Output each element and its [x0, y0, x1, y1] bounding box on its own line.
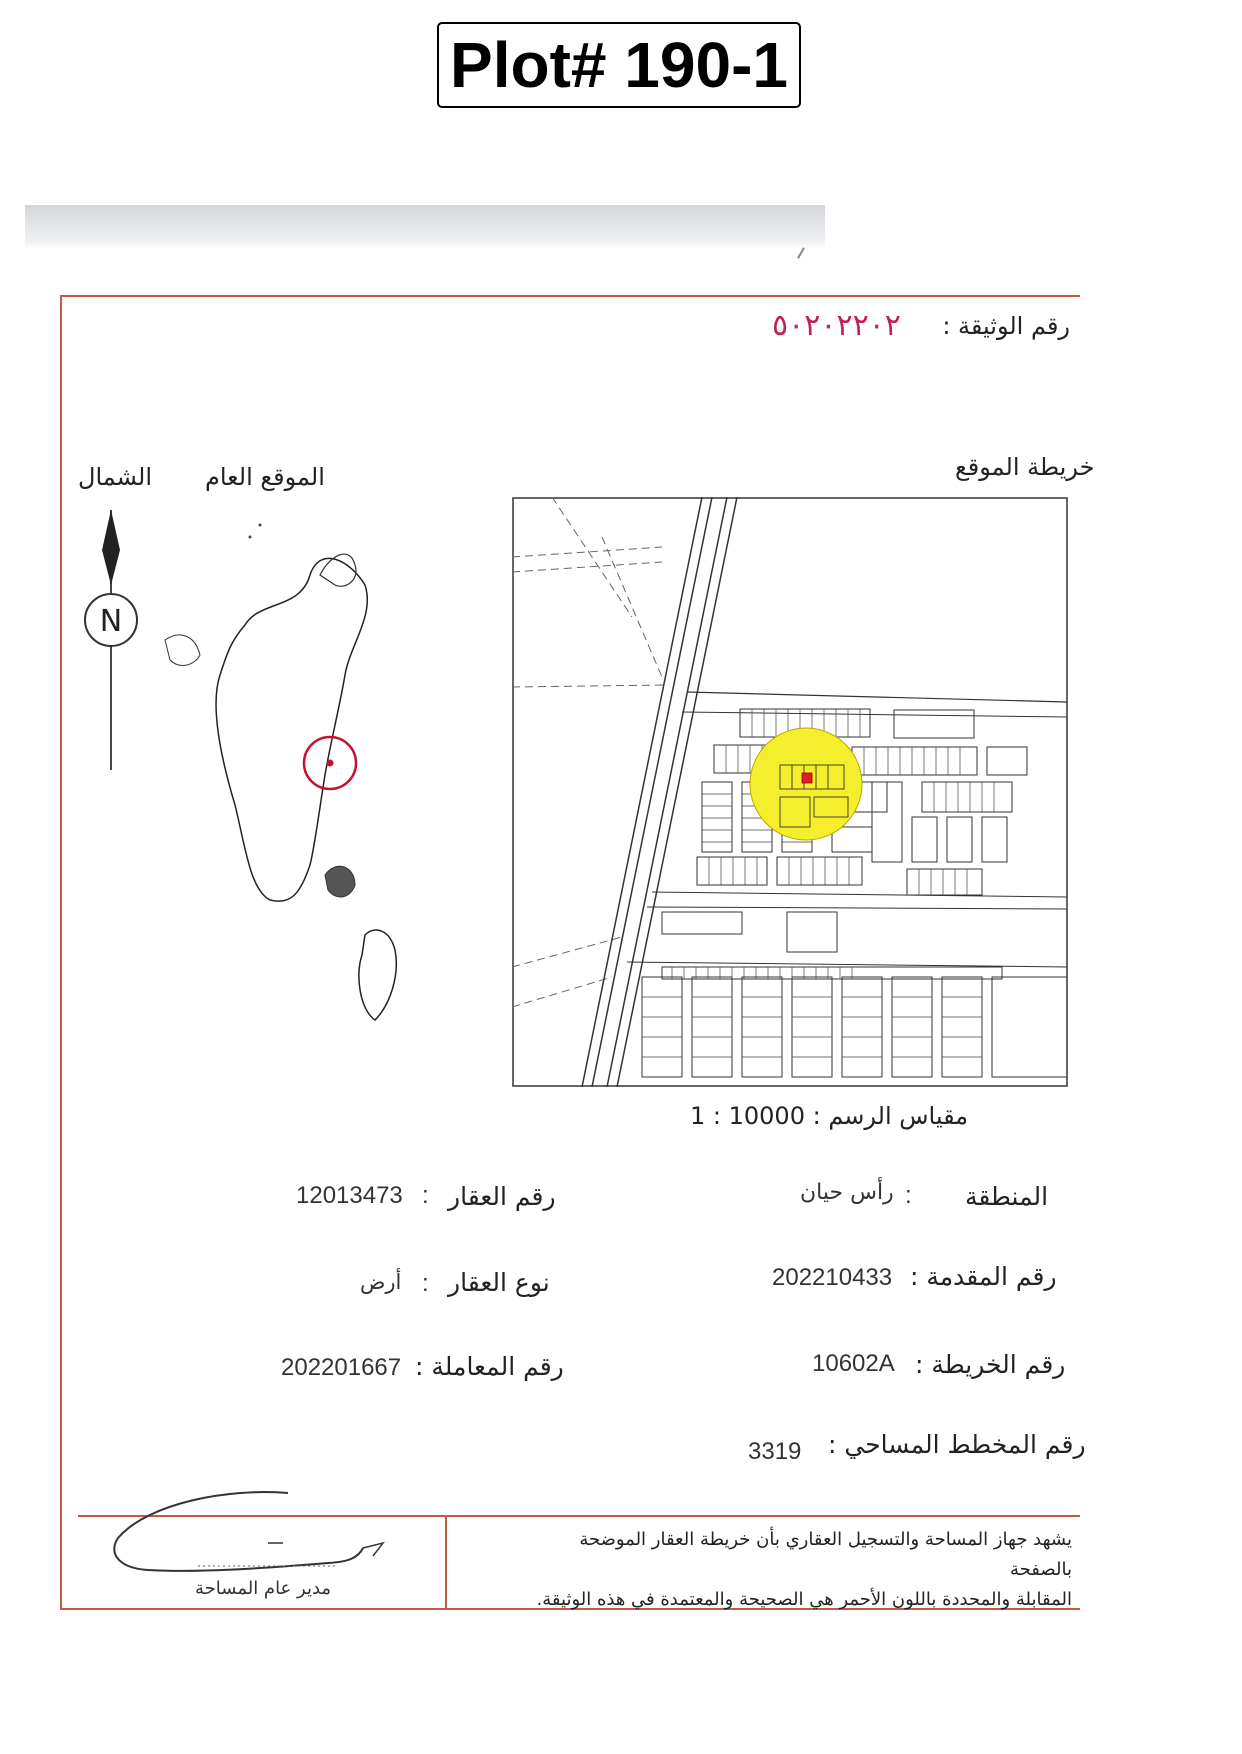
scan-mark [797, 247, 805, 258]
north-letter: N [99, 604, 123, 639]
signer-title: مدير عام المساحة [195, 1578, 332, 1599]
scale-label: مقياس الرسم : [812, 1102, 969, 1130]
general-location-heading: الموقع العام [205, 463, 325, 491]
property-type-label: نوع العقار [448, 1268, 550, 1297]
document-number-label: رقم الوثيقة : [942, 312, 1070, 340]
property-number-label: رقم العقار [448, 1182, 556, 1211]
certification-line-1: يشهد جهاز المساحة والتسجيل العقاري بأن خريطة العقار الموضحة بالصفحة [579, 1529, 1072, 1580]
scale-row [690, 1102, 968, 1130]
footer-vertical-divider [445, 1515, 447, 1610]
property-type-separator: : [422, 1270, 429, 1297]
survey-plan-label: رقم المخطط المساحي : [828, 1430, 1086, 1459]
transaction-number-label: رقم المعاملة : [415, 1352, 564, 1381]
document-number-value: ٥٠٢٠٢٢٠٢ [772, 308, 901, 343]
site-map [512, 497, 1068, 1087]
plot-title: Plot# 190-1 [437, 22, 801, 108]
signature-image [108, 1488, 408, 1583]
north-arrow-icon [80, 505, 142, 775]
application-number-label: رقم المقدمة : [910, 1262, 1057, 1291]
site-map-heading: خريطة الموقع [955, 453, 1095, 481]
scale-value: 1 : 10000 [690, 1102, 805, 1130]
property-type-value: أرض [360, 1270, 402, 1294]
scan-shading [25, 205, 825, 249]
property-number-separator: : [422, 1182, 429, 1209]
north-heading: الشمال [78, 463, 153, 491]
overview-map [150, 505, 450, 1025]
certification-line-2: المقابلة والمحددة باللون الأحمر هي الصحيحة والمعتمدة في هذه الوثيقة. [536, 1589, 1072, 1610]
certification-text [512, 1525, 1072, 1615]
area-label: المنطقة [965, 1182, 1049, 1211]
map-number-value: 10602A [812, 1350, 895, 1377]
transaction-number-value: 202201667 [281, 1354, 402, 1381]
application-number-value: 202210433 [772, 1264, 893, 1291]
survey-plan-value: 3319 [748, 1438, 802, 1465]
area-value: رأس حيان [800, 1180, 894, 1205]
area-separator: : [905, 1182, 912, 1209]
map-number-label: رقم الخريطة : [915, 1350, 1066, 1379]
property-number-value: 12013473 [296, 1182, 403, 1209]
